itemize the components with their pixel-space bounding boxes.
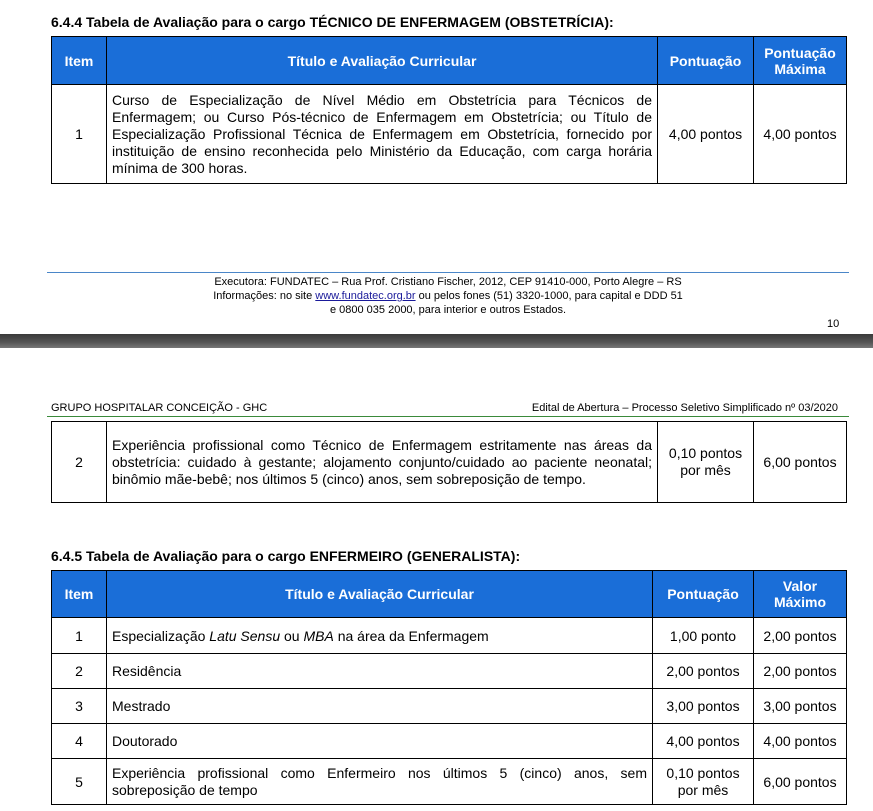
page-separator [0,334,873,348]
item-score: 2,00 pontos [653,654,754,689]
table-row [52,654,847,689]
col-header-max: Pontuação Máxima [754,37,847,85]
table-row [52,618,847,654]
item-max: 4,00 pontos [754,724,847,759]
item-score: 0,10 pontos por mês [658,422,754,503]
title-italic-latu-sensu: Latu Sensu [209,627,281,644]
item-title: Mestrado [107,689,653,724]
footer-phones: ou pelos fones (51) 3320-1000, para capital e DDD 51 [415,290,683,302]
item-title: Residência [107,654,653,689]
footer-line-2 [47,289,849,303]
section-heading-6-4-5: 6.4.5 Tabela de Avaliação para o cargo ENFERMEIRO (GENERALISTA): [51,548,521,564]
footer-line-3: e 0800 035 2000, para interior e outros Estados. [329,304,567,316]
table-row [52,689,847,724]
item-score: 4,00 pontos [653,724,754,759]
footer-line-1: Executora: FUNDATEC – Rua Prof. Cristiano Fischer, 2012, CEP 91410-000, Porto Alegre – RS [214,276,682,288]
item-max: 6,00 pontos [754,759,847,805]
table-row [52,85,847,184]
item-number: 1 [52,618,107,654]
item-max: 4,00 pontos [754,85,847,184]
item-number: 2 [52,654,107,689]
col-header-title: Título e Avaliação Curricular [107,37,658,85]
footer-divider [47,272,849,273]
title-text: ou [280,627,304,644]
table-header-row [52,571,847,618]
col-header-score: Pontuação [658,37,754,85]
item-number: 3 [52,689,107,724]
evaluation-table-tecnico [51,36,847,184]
item-number: 2 [52,422,107,503]
header-divider [47,416,849,417]
title-text: Especialização [112,627,210,644]
col-header-title: Título e Avaliação Curricular [107,571,653,618]
item-number: 5 [52,759,107,805]
item-number: 4 [52,724,107,759]
footer-info-label: Informações: no site [213,290,316,302]
item-title [107,618,653,654]
title-italic-mba: MBA [303,627,334,644]
item-max: 6,00 pontos [754,422,847,503]
title-text: na área da Enfermagem [333,627,489,644]
item-title: Doutorado [107,724,653,759]
item-max: 2,00 pontos [754,618,847,654]
page-header-org: GRUPO HOSPITALAR CONCEIÇÃO - GHC [51,402,268,414]
item-max: 3,00 pontos [754,689,847,724]
item-max: 2,00 pontos [754,654,847,689]
table-row [52,422,847,503]
evaluation-table-enfermeiro [51,570,847,805]
col-header-item: Item [52,37,107,85]
item-number: 1 [52,85,107,184]
page-number: 10 [827,318,840,330]
item-score: 4,00 pontos [658,85,754,184]
item-title: Experiência profissional como Técnico de Enfermagem estritamente nas áreas da obstetrícia: cuidado à gestante; alojamento conjunto/cuidado ao paciente neonatal; binômio mãe-bebê; nos últimos 5 (cinco) anos, sem sobreposição de tempo. [107,422,658,503]
item-title: Curso de Especialização de Nível Médio em Obstetrícia para Técnicos de Enfermagem; ou Curso Pós-técnico de Enfermagem em Obstetrícia; ou Título de Especialização Profissional Técnica de Enfermagem em Obstetrícia, fornecido por instituição de ensino reconhecida pelo Ministério da Educação, com carga horária mínima de 300 horas. [107,85,658,184]
section-heading-6-4-4: 6.4.4 Tabela de Avaliação para o cargo TÉCNICO DE ENFERMAGEM (OBSTETRÍCIA): [51,14,614,30]
item-title: Experiência profissional como Enfermeiro nos últimos 5 (cinco) anos, sem sobreposição de tempo [107,759,653,805]
item-score: 3,00 pontos [653,689,754,724]
item-score: 1,00 ponto [653,618,754,654]
table-header-row [52,37,847,85]
fundatec-link[interactable]: www.fundatec.org.br [315,290,416,302]
col-header-max: Valor Máximo [754,571,847,618]
page-footer [47,275,849,317]
table-row [52,759,847,805]
page-header-edital: Edital de Abertura – Processo Seletivo Simplificado nº 03/2020 [531,402,838,414]
item-score: 0,10 pontos por mês [653,759,754,805]
col-header-item: Item [52,571,107,618]
col-header-score: Pontuação [653,571,754,618]
table-row [52,724,847,759]
evaluation-table-tecnico-continued [51,421,847,503]
